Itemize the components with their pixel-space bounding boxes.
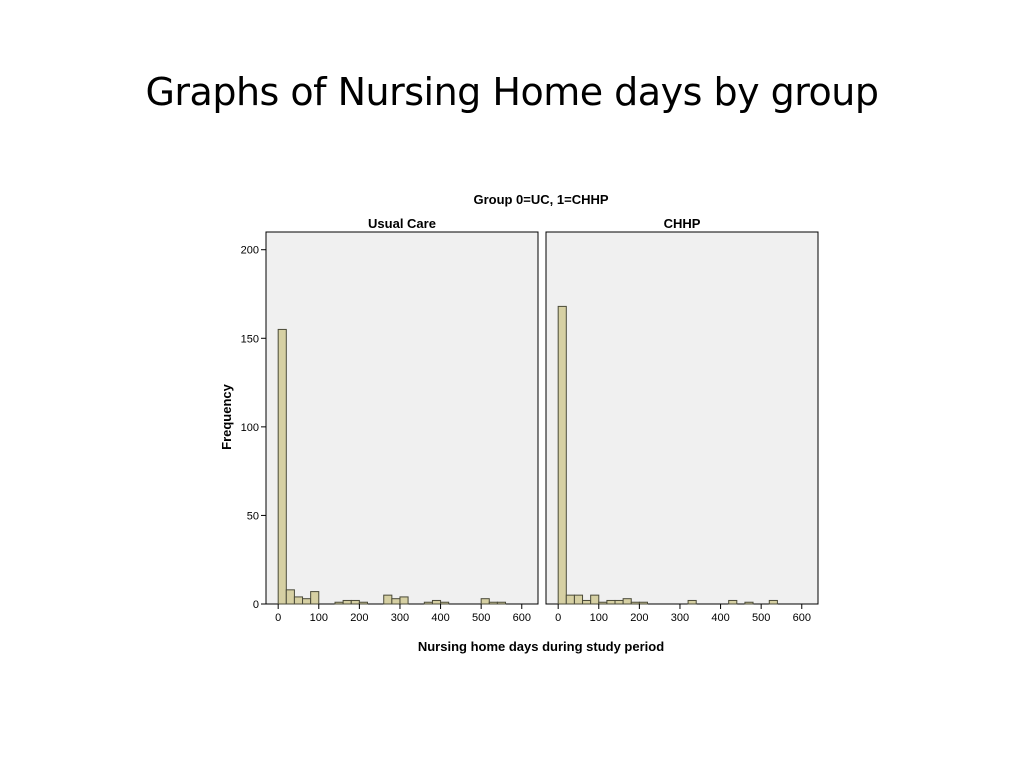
plot-layer [241,216,818,624]
histogram-bar [278,329,286,604]
histogram-bar [729,600,737,604]
y-tick-label: 100 [240,421,259,434]
histogram-bar [599,602,607,604]
histogram-bar [566,595,574,604]
x-tick-label: 400 [431,612,450,624]
histogram-bar [432,600,440,604]
histogram-bar [335,602,343,604]
panel-label: Usual Care [368,216,436,231]
slide-title: Graphs of Nursing Home days by group [145,70,879,114]
panel-background [546,232,818,604]
histogram-bar [343,600,351,604]
histogram-bar [303,599,311,604]
histogram-bar [639,602,647,604]
histogram-bar [286,590,294,604]
histogram-bar [607,600,615,604]
histogram-bar [359,602,367,604]
y-tick-label: 0 [252,599,259,611]
x-tick-label: 100 [309,612,328,624]
y-axis-label: Frequency [219,384,234,450]
x-tick-label: 600 [792,612,811,624]
histogram-bar [497,602,505,604]
histogram-bar [745,602,753,604]
histogram-bar [384,595,392,604]
histogram-bar [441,602,449,604]
x-tick-label: 200 [630,612,649,624]
x-tick-label: 600 [512,612,531,624]
histogram-bar [631,602,639,604]
x-axis-label: Nursing home days during study period [417,639,665,654]
chart-title: Group 0=UC, 1=CHHP [473,192,609,207]
histogram-bar [481,599,489,604]
panel-background [266,232,538,604]
histogram-bar [400,597,408,604]
x-tick-label: 300 [390,612,410,624]
x-tick-label: 0 [555,612,562,624]
histogram-bar [591,595,599,604]
x-tick-label: 300 [670,612,690,624]
x-tick-label: 100 [589,612,608,624]
histogram-bar [392,599,400,604]
histogram-bar [615,600,623,604]
y-tick-label: 150 [240,333,259,346]
histogram-bar [769,600,777,604]
x-tick-label: 200 [350,612,369,624]
x-tick-label: 500 [751,612,771,624]
histogram-bar [583,600,591,604]
panel-label: CHHP [663,216,701,231]
histogram-bar [574,595,582,604]
x-tick-label: 500 [471,612,491,624]
y-tick-label: 50 [246,510,259,523]
histogram-bar [311,592,319,604]
x-tick-label: 400 [711,612,730,624]
histogram-bar [489,602,497,604]
histogram-bar [558,306,566,604]
x-tick-label: 0 [275,612,282,624]
histogram-bar [424,602,432,604]
y-tick-label: 200 [240,244,259,257]
histogram-bar [351,600,359,604]
histogram-bar [623,599,631,604]
histogram-bar [688,600,696,604]
histogram-bar [294,597,302,604]
